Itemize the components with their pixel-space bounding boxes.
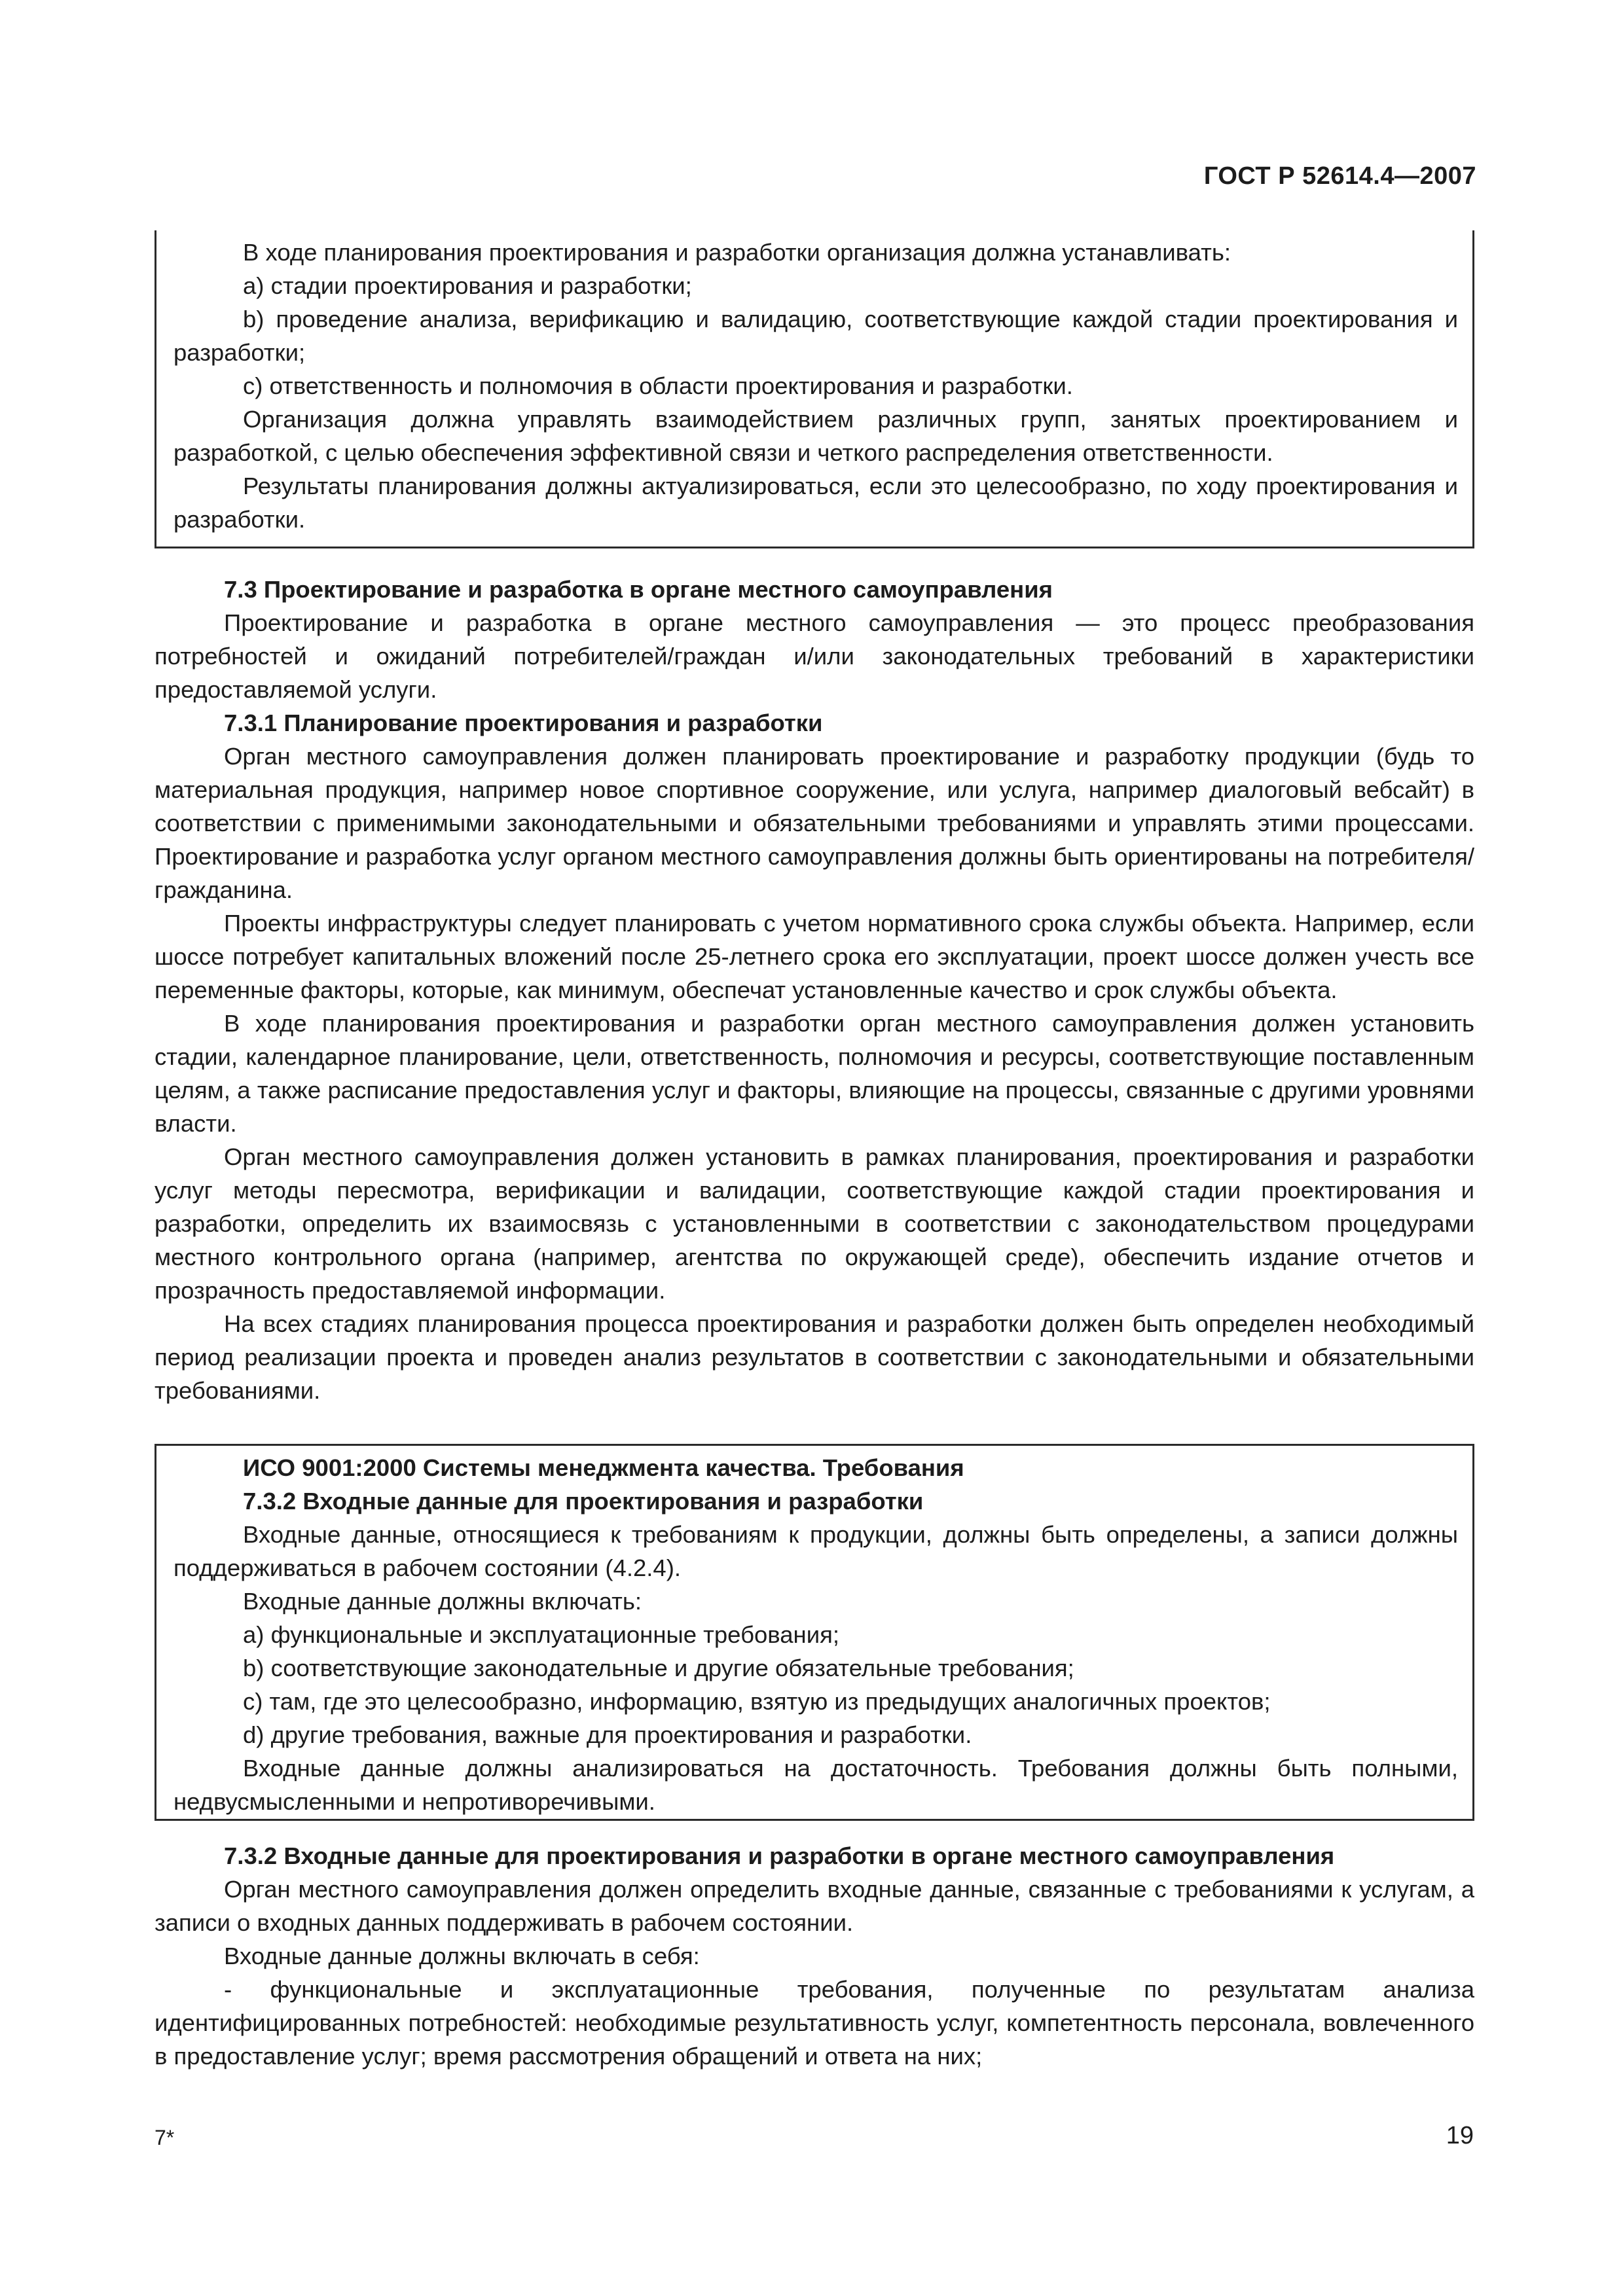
paragraph: Входные данные должны анализироваться на достаточность. Требования должны быть полными, недвусмысленными и непротиворечивыми. <box>173 1755 1458 1815</box>
paragraph: Организация должна управлять взаимодействием различных групп, занятых проектированием и разработкой, с целью обеспечения эффективной связи и четкого распределения ответственности. <box>173 406 1458 466</box>
paragraph: Проекты инфраструктуры следует планировать с учетом нормативного срока службы объекта. Например, если шоссе потребует капитальных вложений после 25-летнего срока его эксплуатации, проект шоссе должен учесть все переменные факторы, которые, как минимум, обеспечат установленные качество и срок службы объекта. <box>155 910 1474 1003</box>
paragraph: В ходе планирования проектирования и разработки организация должна устанавливать: <box>243 239 1231 266</box>
signature-mark: 7* <box>155 2126 175 2149</box>
paragraph: Входные данные, относящиеся к требованиям к продукции, должны быть определены, а записи должны поддерживаться в рабочем состоянии (4.2.4). <box>173 1521 1458 1581</box>
paragraph: На всех стадиях планирования процесса проектирования и разработки должен быть определен необходимый период реализации проекта и проведен анализ результатов в соответствии с законодательными и обязательными требованиями. <box>155 1310 1474 1404</box>
paragraph: Результаты планирования должны актуализироваться, если это целесообразно, по ходу проектирования и разработки. <box>173 473 1458 533</box>
paragraph: Орган местного самоуправления должен планировать проектирование и разработку продукции (будь то материальная продукция, например новое спортивное сооружение, или услуга, например диалоговый вебсайт) в соответствии с применимыми законодательными и обязательными требованиями и управлять этими процессами. Проектирование и разработка услуг органом местного самоуправления должны быть ориентированы на потребителя/гражданина. <box>155 743 1474 903</box>
iso-box-subheading: 7.3.2 Входные данные для проектирования и разработки <box>243 1488 924 1515</box>
list-item-c: c) ответственность и полномочия в области проектирования и разработки. <box>243 372 1073 399</box>
paragraph: В ходе планирования проектирования и разработки орган местного самоуправления должен установить стадии, календарное планирование, цели, ответственность, полномочия и ресурсы, соответствующие поставленным целям, а также расписание предоставления услуг и факторы, влияющие на процессы, связанные с другими уровнями власти. <box>155 1010 1474 1137</box>
paragraph: Орган местного самоуправления должен определить входные данные, связанные с требованиями к услугам, а записи о входных данных поддерживать в рабочем состоянии. <box>155 1876 1474 1936</box>
page-number: 19 <box>1446 2122 1474 2149</box>
paragraph: Входные данные должны включать в себя: <box>224 1943 700 1969</box>
section-heading: 7.3.2 Входные данные для проектирования и разработки в органе местного самоуправления <box>224 1842 1335 1869</box>
section-7-3 <box>155 573 1474 1407</box>
paragraph: Проектирование и разработка в органе местного самоуправления — это процесс преобразования потребностей и ожиданий потребителей/граждан и/или законодательных требований в характеристики предоставляемой услуги. <box>155 609 1474 703</box>
list-item-b: b) проведение анализа, верификацию и валидацию, соответствующие каждой стадии проектирования и разработки; <box>173 306 1458 366</box>
section-7-3-2 <box>155 1839 1474 2073</box>
list-item-b: b) соответствующие законодательные и другие обязательные требования; <box>243 1655 1074 1681</box>
paragraph: Орган местного самоуправления должен установить в рамках планирования, проектирования и разработки услуг методы пересмотра, верификации и валидации, соответствующие каждой стадии проектирования и разработки, определить их взаимосвязь с установленными в соответствии с законодательством процедурами местного контрольного органа (например, агентства по окружающей среде), обеспечить издание отчетов и прозрачность предоставляемой информации. <box>155 1143 1474 1304</box>
list-item-c: c) там, где это целесообразно, информацию, взятую из предыдущих аналогичных проектов; <box>243 1688 1271 1715</box>
paragraph: Входные данные должны включать: <box>243 1588 642 1615</box>
iso-quote-box-planning <box>155 230 1474 548</box>
subsection-heading: 7.3.1 Планирование проектирования и разработки <box>224 709 823 736</box>
standard-header: ГОСТ Р 52614.4—2007 <box>1203 162 1476 190</box>
paragraph: - функциональные и эксплуатационные требования, полученные по результатам анализа идентифицированных потребностей: необходимые результативность услуг, компетентность персонала, вовлеченного в предоставление услуг; время рассмотрения обращений и ответа на них; <box>155 1976 1474 2070</box>
section-heading: 7.3 Проектирование и разработка в органе местного самоуправления <box>224 576 1053 603</box>
list-item-a: a) функциональные и эксплуатационные требования; <box>243 1621 840 1648</box>
list-item-d: d) другие требования, важные для проектирования и разработки. <box>243 1721 972 1748</box>
iso-box-title: ИСО 9001:2000 Системы менеджмента качества. Требования <box>243 1454 964 1481</box>
iso-quote-box-inputs <box>155 1444 1474 1821</box>
list-item-a: a) стадии проектирования и разработки; <box>243 272 692 299</box>
